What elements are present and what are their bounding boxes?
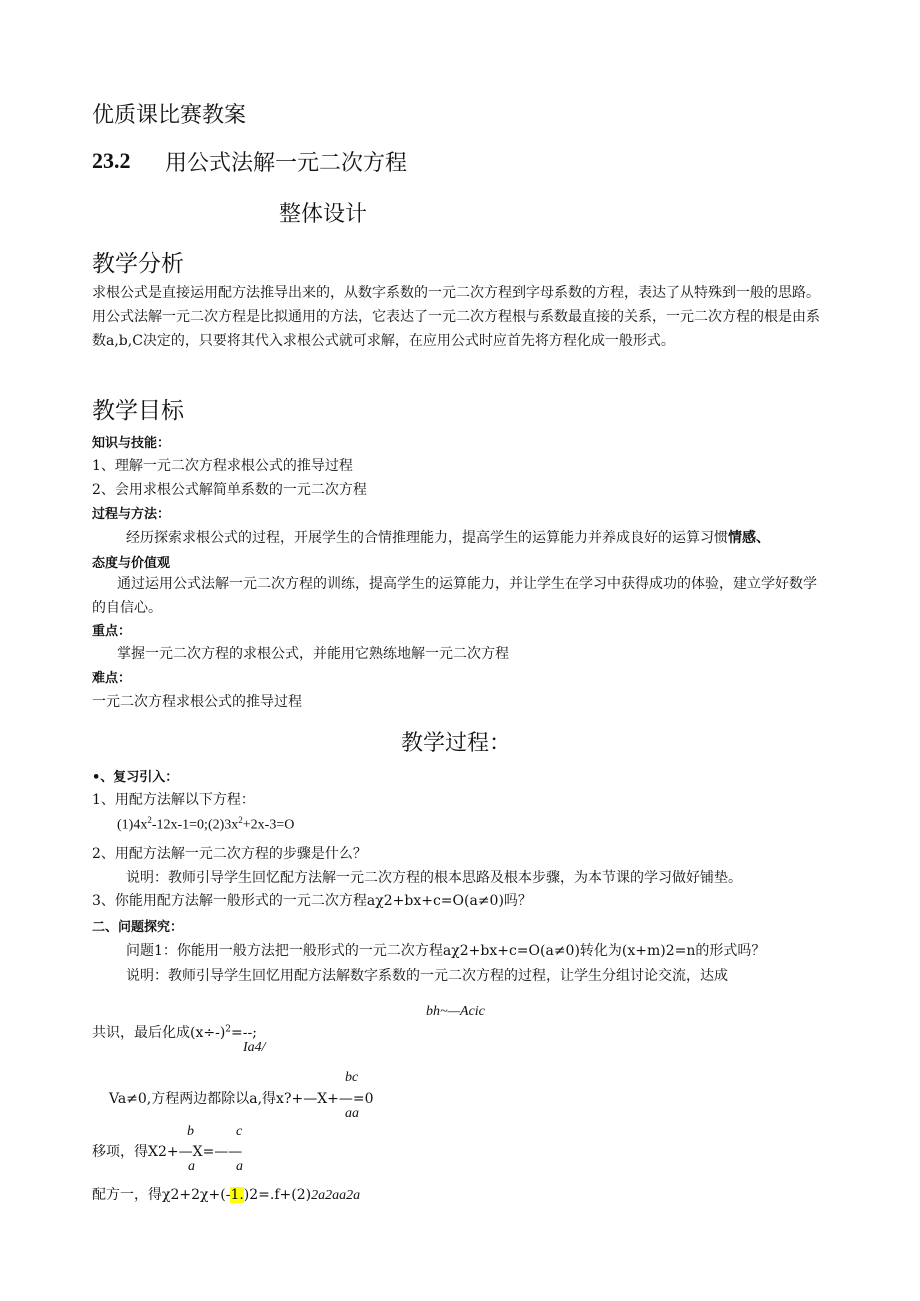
- difficulty-text: 一元二次方程求根公式的推导过程: [92, 694, 302, 710]
- emotion-label-start: 情感、: [728, 530, 770, 546]
- analysis-paragraph: 求根公式是直接运用配方法推导出来的，从数字系数的一元二次方程到字母系数的方程，表达了从特殊到一般的思路。用公式法解一元二次方程是比拟通用的方法，它表达了一元二次方程根与系数最直接的关系，一元二次方程的根是由系数a,b,C决定的，只要将其代入求根公式就可求解，在应用公式时应首先将方程化成一般形式。: [92, 285, 820, 349]
- analysis-heading: 教学分析: [92, 251, 184, 277]
- section-title: 用公式法解一元二次方程: [165, 151, 408, 176]
- eq-sup-2: 2: [238, 815, 243, 825]
- eq-part-b: -12x-1=0;(2)3x: [151, 817, 239, 833]
- process-method-body: 经历探索求根公式的过程，开展学生的合情推理能力，提高学生的运算能力并养成良好的运算习惯: [126, 530, 728, 546]
- knowledge-item-2: 2、会用求根公式解简单系数的一元二次方程: [92, 482, 367, 498]
- eq-part-a: (1)4x: [117, 817, 148, 833]
- consensus-line: [92, 1022, 257, 1042]
- consensus-part-b: =--;: [231, 1025, 257, 1041]
- review-note-1: 说明：教师引导学生回忆配方法解一元二次方程的根本思路及根本步骤，为本节课的学习做好铺垫。: [126, 870, 742, 886]
- question-1: 问题1：你能用一般方法把一般形式的一元二次方程aχ2+bx+c=O(a≠0)转化为(x+m)2=n的形式吗？: [126, 943, 766, 959]
- step-3-part-a: 配方一，得χ2+2χ+(-: [92, 1187, 231, 1203]
- fraction-top-1: bh~—Acic: [426, 1004, 485, 1019]
- key-point-label: 重点：: [92, 624, 132, 639]
- overall-design-heading: 整体设计: [279, 202, 368, 227]
- review-item-1: 1、用配方法解以下方程：: [92, 792, 255, 808]
- review-equations: [117, 815, 294, 834]
- fraction-bottom-3a: a: [188, 1159, 195, 1174]
- section-number: 23.2: [92, 148, 131, 173]
- knowledge-item-1: 1、理解一元二次方程求根公式的推导过程: [92, 458, 353, 474]
- derivation-step-1: Va≠0,方程两边都除以a,得x?+—X+—=0: [109, 1091, 374, 1107]
- explore-label: 二、问题探究：: [92, 920, 184, 935]
- fraction-top-3b: c: [236, 1124, 243, 1139]
- process-heading: 教学过程：: [401, 731, 512, 756]
- step-3-part-b: )2=.f+(2): [243, 1187, 312, 1203]
- review-label: •、复习引入：: [92, 770, 179, 785]
- review-item-3: 3、你能用配方法解一般形式的一元二次方程aχ2+bx+c=O(a≠0)吗？: [92, 893, 532, 909]
- fraction-bottom-2: aa: [345, 1106, 359, 1121]
- highlighted-term: 1.: [230, 1187, 244, 1203]
- process-method-text: [126, 527, 770, 547]
- eq-sup-1: 2: [147, 815, 152, 825]
- fraction-bottom-3b: a: [236, 1159, 243, 1174]
- review-item-2: 2、用配方法解一元二次方程的步骤是什么？: [92, 846, 367, 862]
- emotion-text: 通过运用公式法解一元二次方程的训练，提高学生的运算能力，并让学生在学习中获得成功的体验，建立学好数学的自信心。: [92, 576, 817, 616]
- fraction-bottom-1: Ia4/: [243, 1040, 266, 1055]
- step-3-part-c: 2a2aa2a: [311, 1188, 361, 1203]
- knowledge-label: 知识与技能：: [92, 436, 171, 451]
- consensus-part-a: 共识，最后化成(x÷-): [92, 1025, 226, 1041]
- difficulty-label: 难点：: [92, 671, 132, 686]
- fraction-top-2: bc: [345, 1070, 359, 1085]
- process-label: 过程与方法：: [92, 507, 171, 522]
- eq-part-c: +2x-3=O: [242, 817, 295, 833]
- derivation-step-3: [92, 1184, 360, 1204]
- consensus-sup: 2: [225, 1024, 232, 1035]
- derivation-step-2: 移项，得X2+—X=——: [92, 1144, 243, 1160]
- explore-note: 说明：教师引导学生回忆用配方法解数字系数的一元二次方程的过程，让学生分组讨论交流，达成: [126, 968, 728, 984]
- goals-heading: 教学目标: [92, 398, 184, 424]
- fraction-top-3a: b: [187, 1124, 194, 1139]
- emotion-label: 态度与价值观: [92, 556, 171, 571]
- document-header: 优质课比赛教案: [92, 103, 247, 128]
- key-point-text: 掌握一元二次方程的求根公式，并能用它熟练地解一元二次方程: [117, 646, 509, 662]
